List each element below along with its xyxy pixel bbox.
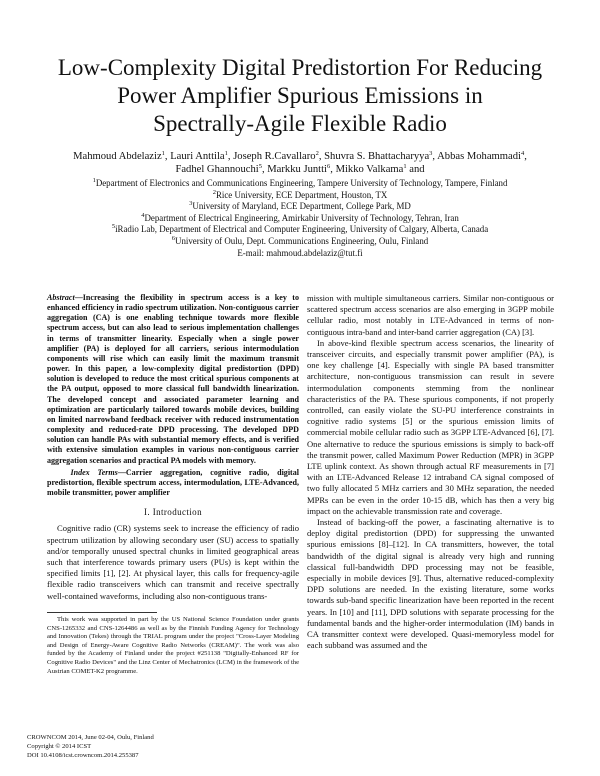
right-column [307, 293, 554, 652]
author: Mikko Valkama$^1$ [335, 163, 407, 176]
title-line: Power Amplifier Spurious Emissions in [117, 83, 483, 108]
paragraph: Cognitive radio (CR) systems seek to increase the efficiency of radio spectrum utilization by allowing secondary user (SU) access to spatially and/or temporally unused spectral chunks in limited geographical areas such that interference towards primary users (PUs) is kept within the specified limits [1], [2]. At physical layer, this calls for frequency-agile flexible radio transceivers which can transmit and receive spectrally well-contained waveforms, including also non-contiguous trans- [47, 523, 299, 601]
affiliation-list [30, 178, 570, 259]
author: Markku Juntti$^6$ [267, 163, 331, 176]
affiliation: $^4$Department of Electrical Engineering, Amirkabir University of Technology, Tehran, Iran [141, 211, 459, 223]
author: Mahmoud Abdelaziz$^1$ [73, 150, 165, 162]
footnote: This work was supported in part by the US National Science Foundation under grants CNS-1265332 and CNS-1264486 as well as by the Finnish Funding Agency for Technology and Innovation (Tekes) through the TRIAL program under the project "Cross-Layer Modeling and Design of Energy-Aware Cognitive Radio Networks (CREAM)". The work was also funded by the Academy of Finland under the project #251138 "Digitally-Enhanced RF for Cognitive Radio Devices" and the Linz Center of Mechatronics (LCM) in the framework of the Austrian COMET-K2 programme. [47, 616, 299, 675]
author-line: Fadhel Ghannouchi$^5$, Markku Juntti$^6$, Mikko Valkama$^1$ and [175, 163, 425, 176]
paragraph: In above-kind flexible spectrum access scenarios, the linearity of transceiver circuits, and especially transmit power amplifier (PA), is one key challenge [4]. Especially with single PA based transmitter architecture, non-contiguous transmission can result in severe intermodulation components stemming from the nonlinear characteristics of the PA. These spurious components, if not properly controlled, can easily violate the SU-PU interference constraints in cognitive radio systems [5] or the spurious emission limits of commercial mobile cellular radio such as 3GPP LTE-Advanced [6], [7]. One alternative to reduce the spurious emissions is simply to back-off the transmit power, called Maximum Power Reduction (MPR) in 3GPP LTE uplink context. As shown through actual RF measurements in [7] with an LTE-Advanced Release 12 intraband CA signal composed of two fully allocated 5 MHz carriers and 30 MHz separation, the needed MPRs can be even in the order 10-15 dB, which has then a very big impact on the achievable transmission rate and coverage. [307, 337, 554, 516]
affiliation: $^2$Rice University, ECE Department, Houston, TX [212, 188, 388, 200]
conference-line: DOI 10.4108/icst.crowncom.2014.255387 [27, 752, 139, 759]
paper-title [40, 54, 560, 138]
author: Fadhel Ghannouchi$^5$ [175, 163, 262, 176]
affiliation: $^5$iRadio Lab, Department of Electrical and Computer Engineering, University of Calgary, Alberta, Canada [111, 223, 489, 235]
abstract-label: Abstract [47, 293, 75, 302]
author: Lauri Anttila$^1$ [170, 150, 228, 162]
abstract: Abstract—Increasing the flexibility in spectrum access is a key to enhanced efficiency in radio spectrum utilization. Non-contiguous carrier aggregation (CA) is one enabling technique towards more flexible spectrum access, but can also lead to serious implementation challenges in terms of transmitter linearity. Especially when a single power amplifier (PA) is deployed for all carriers, serious intermodulation components will rise which can easily limit the maximum transmit power. In this paper, a low-complexity digital predistortion (DPD) solution is developed to reduce the most critical spurious components at the PA output, opposed to more classical full bandwidth linearization. The developed concept and associated parameter learning and optimization are particularly tailored towards mobile devices, building on limited narrowband feedback receiver with reduced instrumentation complexity and reduced-rate DPD processing. The developed DPD solution can handle PAs with substantial memory effects, and is verified with extensive simulation examples in various non-contiguous carrier aggregation scenarios and practical PA models with memory. [47, 293, 299, 465]
index-terms: Index Terms—Carrier aggregation, cognitive radio, digital predistortion, flexible spectrum access, intermodulation, LTE-Advanced, mobile transmitter, power amplifier [47, 467, 299, 497]
title-line: Low-Complexity Digital Predistortion For Reducing [57, 55, 543, 80]
affiliation: $^3$University of Maryland, ECE Department, College Park, MD [189, 200, 411, 212]
index-terms-label: Index Terms [70, 467, 118, 477]
paragraph: mission with multiple simultaneous carriers. Similar non-contiguous or scattered spectrum access scenarios are also emerging in 3GPP mobile cellular radio, most notably in LTE-Advanced in terms of non-contiguous intra-band and inter-band carrier aggregation (CA) [3]. [307, 293, 554, 337]
author: Abbas Mohammadi$^4$ [437, 150, 525, 162]
conference-line: CROWNCOM 2014, June 02-04, Oulu, Finland [27, 734, 154, 741]
section-heading: I. Introduction [144, 507, 202, 518]
title-line: Spectrally-Agile Flexible Radio [153, 111, 447, 136]
author-list [34, 150, 566, 177]
affiliation: $^6$University of Oulu, Dept. Communications Engineering, Oulu, Finland [171, 234, 429, 246]
email: E-mail: mahmoud.abdelaziz@tut.fi [237, 247, 363, 258]
abstract-text: Increasing the flexibility in spectrum access is a key to enhanced efficiency in radio spectrum utilization. Non-contiguous carrier aggregation (CA) is one enabling technique towards more flexible spectrum access, but can also lead to serious implementation challenges in terms of transmitter linearity. Especially when a single power amplifier (PA) is deployed for all carriers, serious intermodulation components will rise which can easily limit the maximum transmit power. In this paper, a low-complexity digital predistortion (DPD) solution is developed to reduce the most critical spurious components at the PA output, opposed to more classical full bandwidth linearization. The developed concept and associated parameter learning and optimization are particularly tailored towards mobile devices, building on limited narrowband feedback receiver with reduced instrumentation complexity and reduced-rate DPD processing. The developed DPD solution can handle PAs with substantial memory effects, and is verified with extensive simulation examples in various non-contiguous carrier aggregation scenarios and practical PA models with memory. [47, 293, 299, 465]
conference-line: Copyright © 2014 ICST [27, 743, 92, 750]
paragraph: Instead of backing-off the power, a fascinating alternative is to deploy digital predistortion (DPD) for suppressing the unwanted spurious emissions [8]–[12]. In CA transmitters, however, the total bandwidth of the digital signal is already very high and running classical full-bandwidth DPD processing may not be feasible, especially in mobile devices [9]. Thus, alternative reduced-complexity DPD solutions are needed. In the existing literature, some works towards sub-band specific linearization have been reported in the recent years. In [10] and [11], DPD solutions with separate processing for the fundamental bands and the higher-order intermodulation (IM) bands in CA transmitter context were developed. Quasi-memoryless model for each subband was assumed and the [307, 517, 554, 651]
author-line: Mahmoud Abdelaziz$^1$, Lauri Anttila$^1$, Joseph R.Cavallaro$^2$, Shuvra S. Bhattacharyya$^3$, Abbas Mohammadi$^4$, [73, 150, 527, 162]
left-column [47, 293, 299, 602]
affiliation: $^1$Department of Electronics and Communications Engineering, Tampere University of Technology, Tampere, Finland [92, 177, 508, 188]
conference-info [27, 733, 154, 760]
footnote-rule [47, 612, 157, 613]
author: Shuvra S. Bhattacharyya$^3$ [324, 150, 433, 162]
author: Joseph R.Cavallaro$^2$ [233, 150, 319, 162]
index-terms-text: Carrier aggregation, cognitive radio, digital predistortion, flexible spectrum access, intermodulation, LTE-Advanced, mobile transmitter, power amplifier [47, 467, 299, 497]
